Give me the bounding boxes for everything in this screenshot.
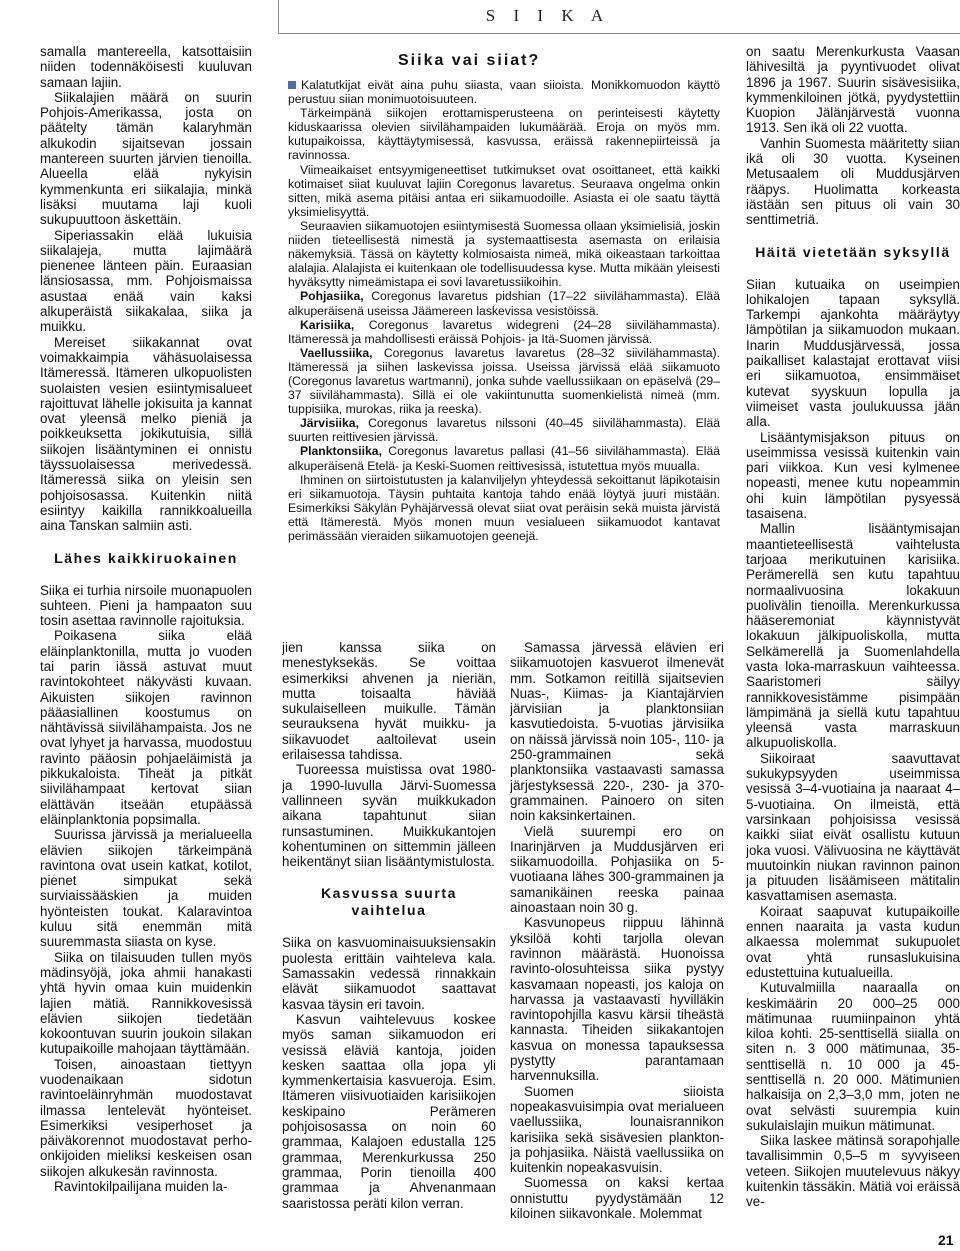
section-heading: Lähes kaikkiruokainen [54,549,238,566]
info-box [278,44,728,610]
paragraph: Siperiassakin elää lukuisia siikalajeja, mutta lajimäärä pienenee länteen päin. Euraasian länsiosassa, mm. Pohjoismaissa asustaa enää vain kaksi alkuperäistä siikakalaa, siika ja muikku. [40,227,252,335]
form-name: Vaellussiika, [300,345,373,360]
form-description: Coregonus lavaretus lavaretus (28–32 siivilähammasta). Itämeressä ja siihen laskevissa joissa. Useissa järvissä elää siikamuoto (Coregonus lavaretus wartmanni), jonka suhde vaellussiikaan on epäselvä (29–37 siivilähammasta). Sillä ei ole vakiintunutta suomenkielistä nimeä (mm. tuppisiika, murokas, riika ja reeska). [288,345,720,417]
paragraph: samalla mantereella, katsottaisiin niiden todennäköisesti kuuluvan samaan lajiin. [40,44,252,90]
paragraph: Suomessa on kaksi kertaa onnistuttu pyydystämään 12 kiloinen siikavonkale. Molemmat [510,1175,724,1221]
form-description: Coregonus lavaretus widegreni (24–28 siivilähammasta). Itämeressä ja mahdollisesti eräissä Pohjois- ja Itä-Suomen järvissä. [288,317,720,346]
form-entry-karisiika [288,318,720,346]
text-column-4 [746,44,960,1244]
form-entry-vaellussiika [288,346,720,416]
paragraph: on saatu Merenkurkusta Vaasan lähivesiltä ja pyyntivuodet olivat 1896 ja 1967. Suurin sisävesisiika, kymmenkiloinen jötkä, pyydystettiin Kuopion Jälänjärvestä vuonna 1913. Sen ikä oli 22 vuotta. [746,44,960,136]
form-name: Pohjasiika, [300,289,364,304]
paragraph: Viimeaikaiset entsyymigeneettiset tutkimukset ovat osoittaneet, että kaikki kotimaiset siiat kuuluvat lajiin Coregonus lavaretus. Seuraava ongelma onkin sitten, mikä asema pitäisi antaa eri siikamuodoille. Asiasta ei ole saatu täyttä yksimielisyyttä. [288,162,720,219]
section-heading: Häitä vietetään syksyllä [755,243,951,260]
paragraph: Siika on kasvuominaisuuksiensakin puolesta erittäin vaihteleva kala. Samassakin vedessä rinnakkain elävät siikamuodot saattavat kasvaa täysin eri tavoin. [282,935,496,1012]
text-column-2 [282,640,496,1240]
paragraph: Toisen, ainoastaan tiettyyn vuodenaikaan sidotun ravintoeläinryhmän muodostavat ilmassa lentelevät hyönteiset. Esimerkiksi vesiperhoset ja päiväkorennot muodostavat perho-onkijoiden mieliksi keskeisen osan siikojen alkukesän ravinnosta. [40,1056,252,1179]
text-column-1 [40,44,252,1244]
text-column-3 [510,640,724,1240]
info-box-title: Siika vai siiat? [398,52,541,69]
paragraph: Siika laskee mätinsä sorapohjalle tavallisimmin 0,5–5 m syvyiseen veteen. Siikojen muutelevuus näkyy kuitenkin tässäkin. Mätiä voi eräissä ve- [746,1133,960,1210]
paragraph: Siikoiraat saavuttavat sukukypsyyden useimmissa vesissä 3–4-vuotiaina ja naaraat 4–5-vuotiaina. On ilmeistä, että varsinkaan pohjoisissa vesissä kaikki siiat eivät osallistu kutuun joka vuosi. Välivuosina ne käyttävät muutoinkin niukan ravinnon painon ja pituuden lisäämiseen mätitalin kasvattamisen asemasta. [746,750,960,904]
paragraph: Kasvunopeus riippuu lähinnä yksilöä kohti tarjolla olevan ravinnon määrästä. Huonoissa ravinto-olosuhteissa siika pystyy kasvamaan nopeasti, jos kaloja on harvassa ja vastaavasti hyvilläkin ravintopohjilla kasvu kärsii tiheästä kannasta. Tiheiden siikakantojen kasvua on monessa tapauksessa pystytty parantamaan harvennuksilla. [510,915,724,1084]
paragraph: Vielä suurempi ero on Inarinjärven ja Muddusjärven eri siikamuodoilla. Pohjasiika on 5-vuotiaana lähes 300-grammainen ja samanikäinen reeska painaa ainoastaan noin 30 g. [510,823,724,916]
form-name: Planktonsiika, [300,444,382,459]
paragraph: Siika on tilaisuuden tullen myös mädinsyöjä, joka ahmii hanakasti yhtä hyvin omaa kuin muidenkin lajien mätiä. Rannikkovesissä elävien siikojen tiedetään kokoontuvan suurin joukoin silakan kutupaikoille mahojaan täyttämään. [40,949,252,1057]
square-bullet-icon [288,81,296,89]
info-box-lead [288,78,720,106]
paragraph: Vanhin Suomesta määritetty siian ikä oli 30 vuotta. Kyseinen Metusaalem oli Muddusjärven rääpys. Huolimatta korkeasta iästään sen pituus oli vain 30 senttimetriä. [746,135,960,228]
paragraph: Siian kutuaika on useimpien lohikalojen tapaan syksyllä. Tarkempi ajankohta määräytyy lämpötilan ja siikamuodon mukaan. Inarin Muddusjärvessä, jossa paikalliset kalastajat erottavat viisi eri siikamuotoa, ensimmäiset kutevat syyskuun lopulla ja viimeiset vasta joulukuussa jään alla. [746,276,960,430]
paragraph: Siikalajien määrä on suurin Pohjois-Amerikassa, josta on päätelty tämän kalaryhmän alkukodin sijaitsevan jossain mantereen suurten järvien tienoilla. Alueella elää nykyisin kymmenkunta eri siikalajia, minkä lisäksi muutama laji kuoli sukupuuttoon äskettäin. [40,89,252,228]
form-entry-pohjasiika [288,289,720,317]
paragraph: jien kanssa siika on menestyksekäs. Se voittaa esimerkiksi ahvenen ja nieriän, mutta toisaalta häviää sukulaiselleen muikulle. Tämän seurauksena hyvät muikku- ja siikavuodet aaltoilevat usein erilaisessa tahdissa. [282,640,496,763]
paragraph: Seuraavien siikamuotojen esiintymisestä Suomessa ollaan yksimielisiä, joskin niiden tieteellisestä nimestä ja systemaattisesta asemasta on erilaisia näkemyksiä. Tässä on käytetty kolmiosaista nimeä, mikä oikeastaan tarkoittaa alalajia. Alalajista ei kuitenkaan ole todellisuudessa kyse. Mutta mikään yleisesti hyväksytty nimeämistapa ei sovi lavaretussiikoihin. [288,218,720,290]
paragraph: Lisääntymisjakson pituus on useimmissa vesissä kuitenkin vain pari viikkoa. Kun vesi kylmenee nopeasti, menee kutu nopeammin ohi kuin lämpötilan pysyessä tasaisena. [746,429,960,522]
paragraph: Poikasena siika elää eläinplanktonilla, mutta jo vuoden tai parin iässä astuvat muut ravintokohteet näkyvästi kuvaan. Aikuisten siikojen ravinnon pääasiallinen koostumus on nähtävissä siivilähampaista. Jos ne ovat lyhyet ja harvassa, muodostuu ravinto pääosin pohjaeläimistä ja pikkukaloista. Tiheät ja pitkät siivilähampaat kertovat siian elättävän itseään etupäässä eläinplanktonia popsimalla. [40,628,252,827]
form-entry-planktonsiika [288,444,720,472]
paragraph: Tärkeimpänä siikojen erottamisperusteena on perinteisesti käytetty kiduskaarissa olevien siivilähampaiden lukumäärää. Eroja on myös mm. kutupaikoissa, käyttäytymisessä, kasvussa, eräissä rakennepiirteissä ja ravinnossa. [288,106,720,163]
paragraph: Siika ei turhia nirsoile muonapuolen suhteen. Pieni ja hampaaton suu tosin asettaa ravinnolle rajoituksia. [40,582,252,629]
paragraph: Tuoreessa muistissa ovat 1980- ja 1990-luvulla Järvi-Suomessa vallinneen syvän muikkukadon aikana tapahtunut siian runsastuminen. Muikkukantojen kohentuminen on sittemmin jälleen heikentänyt siian lisääntymistulosta. [282,762,496,870]
info-box-body [288,78,720,543]
form-name: Järvisiika, [300,416,359,431]
paragraph: Ravintokilpailijana muiden la- [54,1179,228,1195]
paragraph: Kasvun vaihtelevuus koskee myös saman siikamuodon eri vesissä eläviä kantoja, joiden kesken saattaa olla jopa yli kymmenkertaisia kasvueroja. Esim. Itämeren viisivuotiaiden karisiikojen keskipaino Perämeren pohjoisosassa on noin 60 grammaa, Kalajoen edustalla 125 grammaa, Merenkurkussa 250 grammaa, Porin tienoilla 400 grammaa ja Ahvenanmaan saaristossa peräti kilon verran. [282,1011,496,1211]
paragraph: Mallin lisääntymisajan maantieteellisestä vaihtelusta tarjoaa merikutuinen karisiika. Perämerellä sen kutu tapahtuu normaalivuosina lokakuun puolivälin tienoilla. Merenkurkussa hääseremoniat käynnistyvät lokakuun jälkipuoliskolla, mutta Selkämerellä ja Suomenlahdella vasta loka-marraskuun vaihteessa. Saaristomeri säilyy rannikkovesistämme pisimpään lämpimänä ja siellä kutu tapahtuu yleensä vasta marraskuun alkupuoliskolla. [746,521,960,751]
paragraph: Kutuvalmiilla naaraalla on keskimäärin 20 000–25 000 mätimunaa ruumiinpainon yhtä kiloa kohti. 25-senttisellä siialla on siten n. 3 000 mätimunaa, 35-senttisellä n. 10 000 ja 45-senttisellä n. 20 000. Mätimunien halkaisija on 2,3–3,0 mm, joten ne ovat selvästi suurempia kuin sukulaislajin muikun mätimunat. [746,980,960,1133]
paragraph: Suurissa järvissä ja merialueella elävien siikojen tärkeimpänä ravintona ovat usein katkat, kotilot, pienet simpukat sekä surviaissääskien ja muiden hyönteisten toukat. Kalaravintoa kuluu sitä enemmän mitä suuremmasta siiasta on kyse. [40,827,252,950]
paragraph: Mereiset siikakannat ovat voimakkaimpia vähäsuolaisessa Itämeressä. Itämeren ulkopuolisten suolaisten vesien esiintymisalueet rajoittuvat lähelle jokisuita ja kannat ovat yleensä melko pieniä ja poikkeuksetta jokikutuisia, sillä siikojen lisääntyminen ei onnistu täyssuolaisessa merivedessä. Itämeressä siika on yleisin sen pohjoisosassa. Kuitenkin niitä esiintyy kaikilla rannikkoalueilla aina Tanskan salmiin asti. [40,334,252,534]
paragraph: Suomen siioista nopeakasvuisimpia ovat merialueen vaellussiika, lounaisrannikon karisiika sekä sisävesien plankton- ja pohjasiika. Näistä vaellussiika on kuitenkin nopeakasvuisin. [510,1083,724,1176]
form-description: Coregonus lavaretus nilssoni (40–45 siivilähammasta). Elää suurten reittivesien järvissä. [288,416,720,445]
form-description: Coregonus lavaretus pidshian (17–22 siivilähammasta). Elää alkuperäisenä useissa Jäämereen laskevissa vesistöissä. [288,289,720,318]
section-heading: Kasvussa suurta vaihtelua [320,885,458,919]
paragraph: Samassa järvessä elävien eri siikamuotojen kasvuerot ilmenevät mm. Sotkamon reitillä sijaitsevien Nuas-, Kiimas- ja Kiantajärvien järvisiian ja planktonsiian kasvutiedoista. 5-vuotias järvisiika on näissä järvissä noin 105-, 110- ja 250-grammainen sekä planktonsiika vastaavasti samassa järjestyksessä 220-, 230- ja 370-grammainen. Painoero on siten noin kaksinkertainen. [510,640,724,824]
form-entry-jarvisiika [288,416,720,444]
form-description: Coregonus lavaretus pallasi (41–56 siivilähammasta). Elää alkuperäisenä Etelä- ja Keski-Suomen reittivesissä, istutettua myös muualla. [288,444,720,473]
page-number: 21 [938,1232,954,1248]
section-title: S I I K A [485,6,611,25]
info-box-lead-text: Kalatutkijat eivät aina puhu siiasta, vaan siioista. Monikkomuodon käyttö perustuu siian monimuotoisuuteen. [288,78,720,107]
paragraph: Koiraat saapuvat kutupaikoille ennen naaraita ja vasta kudun alkaessa molemmat sukupuolet ovat yhtä runsaslukuisina edustettuina kutualueilla. [746,903,960,980]
paragraph: Ihminen on siirtoistutusten ja kalanviljelyn yhteydessä sekoittanut läpikotaisin eri siikamuotoja. Täysin puhtaita kantoja tahdo enää löytyä juuri mistään. Esimerkiksi Säkylän Pyhäjärvessä olevat siiat ovat peräisin sekä muista järvistä että Itämerestä. Myös monen muun vesialueen siikamuodot kantavat perimässään vieraiden siikamuotojen geenejä. [288,472,720,543]
form-name: Karisiika, [300,317,355,332]
